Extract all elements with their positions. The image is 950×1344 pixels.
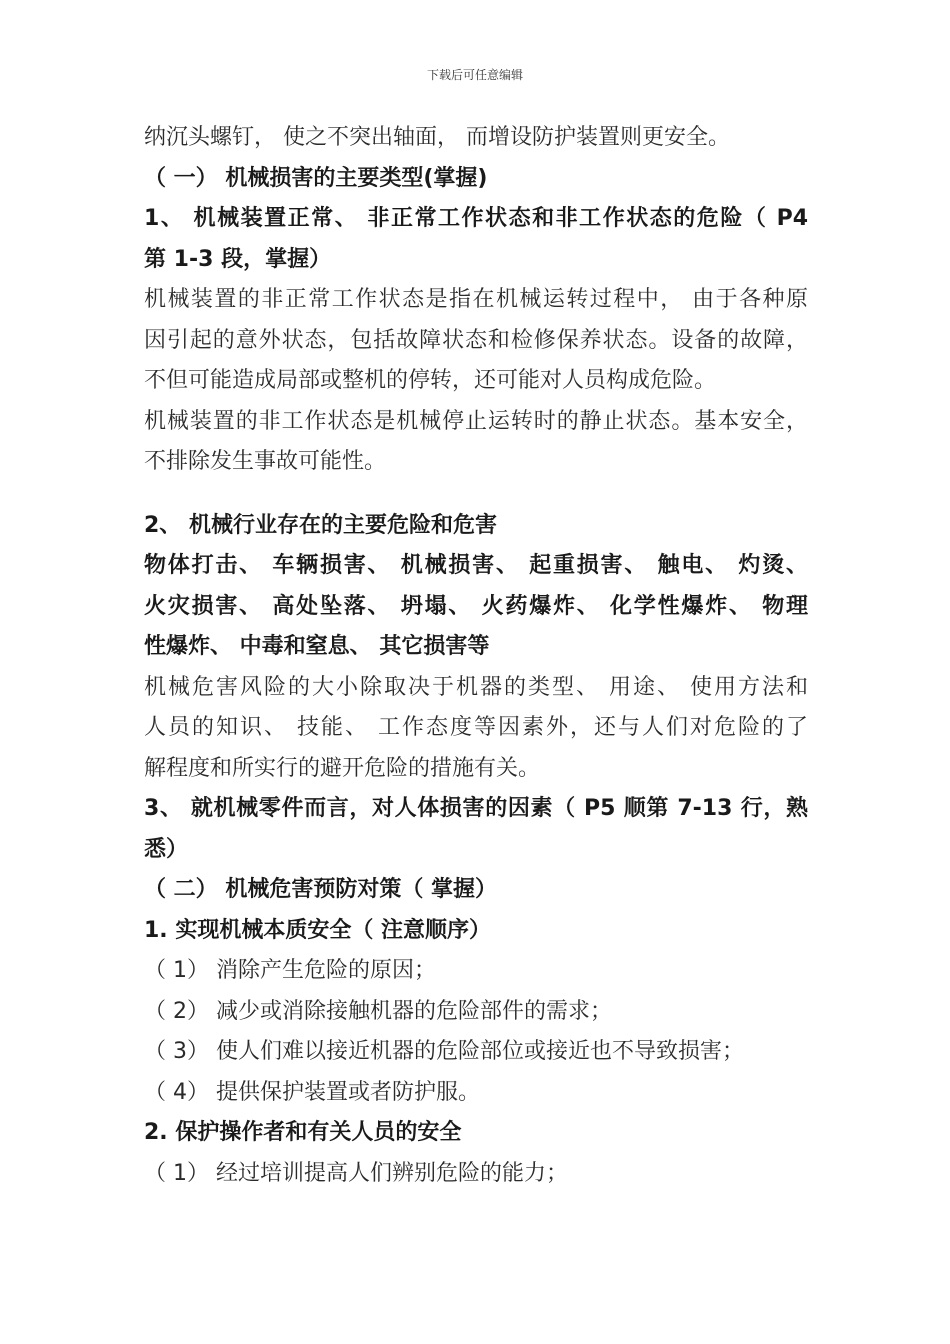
list-item: （ 4） 提供保护装置或者防护服。 bbox=[144, 1079, 480, 1105]
subsection-heading-cont: 第 1-3 段，掌握） bbox=[144, 246, 332, 272]
list-item: （ 1） 经过培训提高人们辨别危险的能力； bbox=[144, 1160, 568, 1186]
paragraph-gap bbox=[144, 483, 808, 506]
paragraph-line: 机械装置的非正常工作状态是指在机械运转过程中， 由于各种原 bbox=[144, 287, 808, 312]
section-heading: （ 二） 机械危害预防对策（ 掌握） bbox=[144, 877, 497, 902]
paragraph-line: 因引起的意外状态，包括故障状态和检修保养状态。设备的故障， bbox=[144, 327, 808, 353]
subsection-heading: 1、 机械装置正常、 非正常工作状态和非工作状态的危险（ P4 bbox=[144, 206, 808, 231]
paragraph-line: 人员的知识、 技能、 工作态度等因素外，还与人们对危险的了 bbox=[144, 715, 808, 740]
list-item: （ 2） 减少或消除接触机器的危险部件的需求； bbox=[144, 998, 612, 1024]
subsection-heading: 2. 保护操作者和有关人员的安全 bbox=[144, 1120, 462, 1145]
paragraph-line: 不排除发生事故可能性。 bbox=[144, 449, 387, 474]
hazard-list-line: 性爆炸、 中毒和窒息、 其它损害等 bbox=[144, 634, 490, 659]
subsection-heading: 1. 实现机械本质安全（ 注意顺序） bbox=[144, 917, 491, 943]
paragraph-line: 机械装置的非工作状态是机械停止运转时的静止状态。基本安全， bbox=[144, 408, 808, 434]
page-header: 下载后可任意编辑 bbox=[426, 68, 523, 82]
paragraph-line: 机械危害风险的大小除取决于机器的类型、 用途、 使用方法和 bbox=[144, 674, 808, 700]
hazard-list-line: 火灾损害、 高处坠落、 坍塌、 火药爆炸、 化学性爆炸、 物理 bbox=[144, 593, 808, 619]
section-heading: （ 一） 机械损害的主要类型(掌握) bbox=[144, 165, 488, 191]
subsection-heading: 2、 机械行业存在的主要危险和危害 bbox=[144, 512, 497, 538]
list-item: （ 1） 消除产生危险的原因； bbox=[144, 958, 436, 983]
paragraph-line: 解程度和所实行的避开危险的措施有关。 bbox=[144, 755, 541, 781]
paragraph-line: 不但可能造成局部或整机的停转，还可能对人员构成危险。 bbox=[144, 368, 717, 393]
subsection-heading: 3、 就机械零件而言，对人体损害的因素（ P5 顺第 7-13 行，熟 bbox=[144, 796, 808, 821]
document-body bbox=[144, 118, 808, 1194]
paragraph-line: 纳沉头螺钉， 使之不突出轴面， 而增设防护装置则更安全。 bbox=[144, 125, 730, 150]
list-item: （ 3） 使人们难以接近机器的危险部位或接近也不导致损害； bbox=[144, 1039, 744, 1064]
hazard-list-line: 物体打击、 车辆损害、 机械损害、 起重损害、 触电、 灼烫、 bbox=[144, 553, 808, 578]
subsection-heading-cont: 悉） bbox=[144, 836, 189, 862]
